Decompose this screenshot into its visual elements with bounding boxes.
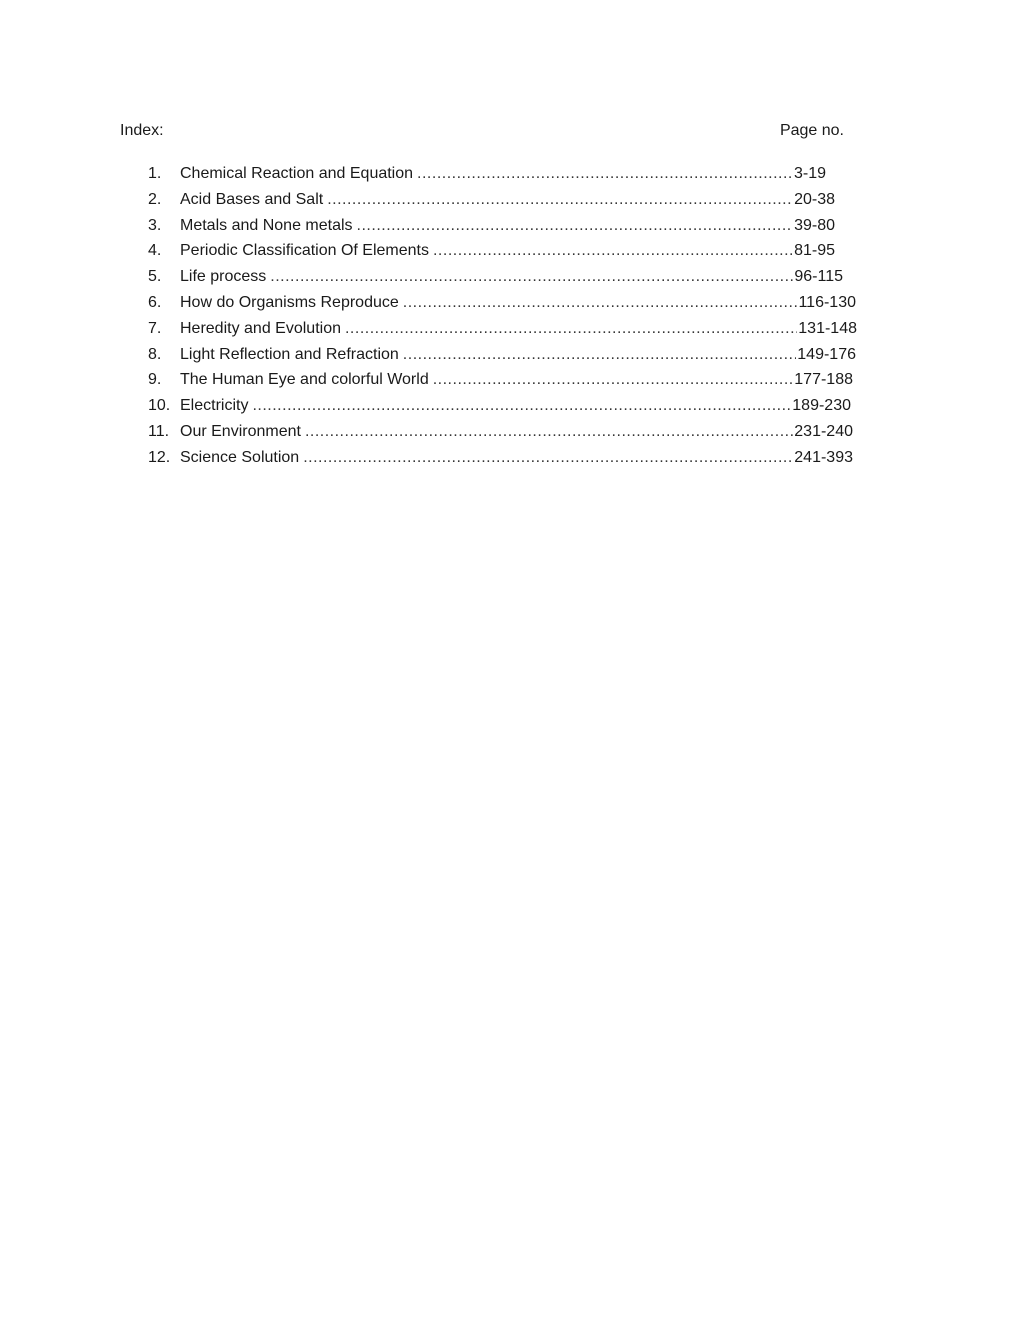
- toc-entry-11: [148, 421, 853, 447]
- toc-entry-title: Metals and None metals: [180, 216, 353, 234]
- toc-entry-7: [148, 318, 857, 344]
- toc-dot-leader: [357, 215, 794, 237]
- toc-entry-pages: 116-130: [798, 293, 856, 311]
- toc-entry-title: Life process: [180, 268, 267, 286]
- toc-entry-12: [148, 447, 853, 473]
- toc-entry-title: Heredity and Evolution: [180, 319, 341, 337]
- toc-entry-pages: 96-115: [794, 268, 843, 286]
- page-no-label: Page no.: [779, 122, 844, 139]
- toc-entry-number: 3.: [148, 216, 162, 234]
- table-of-contents: [148, 163, 857, 473]
- toc-dot-leader: [252, 395, 791, 417]
- toc-dot-leader: [345, 318, 797, 340]
- toc-entry-title: Our Environment: [180, 422, 301, 440]
- toc-entry-number: 9.: [148, 371, 162, 389]
- toc-entry-1: [148, 163, 826, 189]
- toc-entry-number: 10.: [148, 397, 171, 415]
- toc-entry-title: Chemical Reaction and Equation: [180, 165, 414, 182]
- toc-dot-leader: [433, 369, 794, 391]
- index-header: [120, 121, 844, 141]
- toc-entry-title: Periodic Classification Of Elements: [180, 242, 429, 260]
- toc-dot-leader: [270, 266, 793, 288]
- toc-entry-9: [148, 369, 853, 395]
- toc-entry-number: 4.: [148, 242, 162, 260]
- toc-entry-title: Science Solution: [180, 448, 300, 466]
- toc-entry-title: Light Reflection and Refraction: [180, 345, 399, 363]
- toc-dot-leader: [417, 163, 793, 185]
- toc-dot-leader: [403, 344, 796, 366]
- toc-entry-pages: 20-38: [794, 190, 835, 208]
- toc-entry-title: Electricity: [180, 397, 249, 415]
- toc-entry-number: 5.: [148, 268, 162, 286]
- toc-entry-4: [148, 240, 835, 266]
- toc-entry-title: How do Organisms Reproduce: [180, 293, 399, 311]
- toc-entry-pages: 81-95: [794, 242, 835, 260]
- toc-entry-number: 6.: [148, 293, 162, 311]
- toc-dot-leader: [303, 447, 793, 469]
- toc-entry-number: 8.: [148, 345, 162, 363]
- toc-entry-5: [148, 266, 843, 292]
- toc-entry-10: [148, 395, 851, 421]
- toc-dot-leader: [305, 421, 793, 443]
- toc-dot-leader: [327, 189, 793, 211]
- toc-entry-number: 11.: [148, 422, 170, 440]
- toc-entry-number: 1.: [148, 165, 162, 182]
- toc-entry-pages: 149-176: [797, 345, 856, 363]
- toc-entry-pages: 177-188: [794, 371, 853, 389]
- toc-entry-pages: 189-230: [792, 397, 851, 415]
- toc-dot-leader: [433, 240, 793, 262]
- toc-entry-title: Acid Bases and Salt: [180, 190, 324, 208]
- toc-entry-2: [148, 189, 835, 215]
- toc-entry-pages: 39-80: [794, 216, 835, 234]
- toc-entry-6: [148, 292, 856, 318]
- toc-entry-8: [148, 344, 856, 370]
- toc-entry-pages: 241-393: [794, 448, 853, 466]
- toc-entry-number: 2.: [148, 190, 162, 208]
- toc-dot-leader: [403, 292, 798, 314]
- toc-entry-title: The Human Eye and colorful World: [180, 371, 429, 389]
- toc-entry-pages: 3-19: [793, 165, 826, 182]
- toc-entry-pages: 131-148: [798, 319, 857, 337]
- toc-entry-3: [148, 215, 835, 241]
- index-label: Index:: [120, 122, 164, 139]
- toc-entry-number: 12.: [148, 448, 171, 466]
- toc-entry-pages: 231-240: [794, 422, 853, 440]
- toc-entry-number: 7.: [148, 319, 162, 337]
